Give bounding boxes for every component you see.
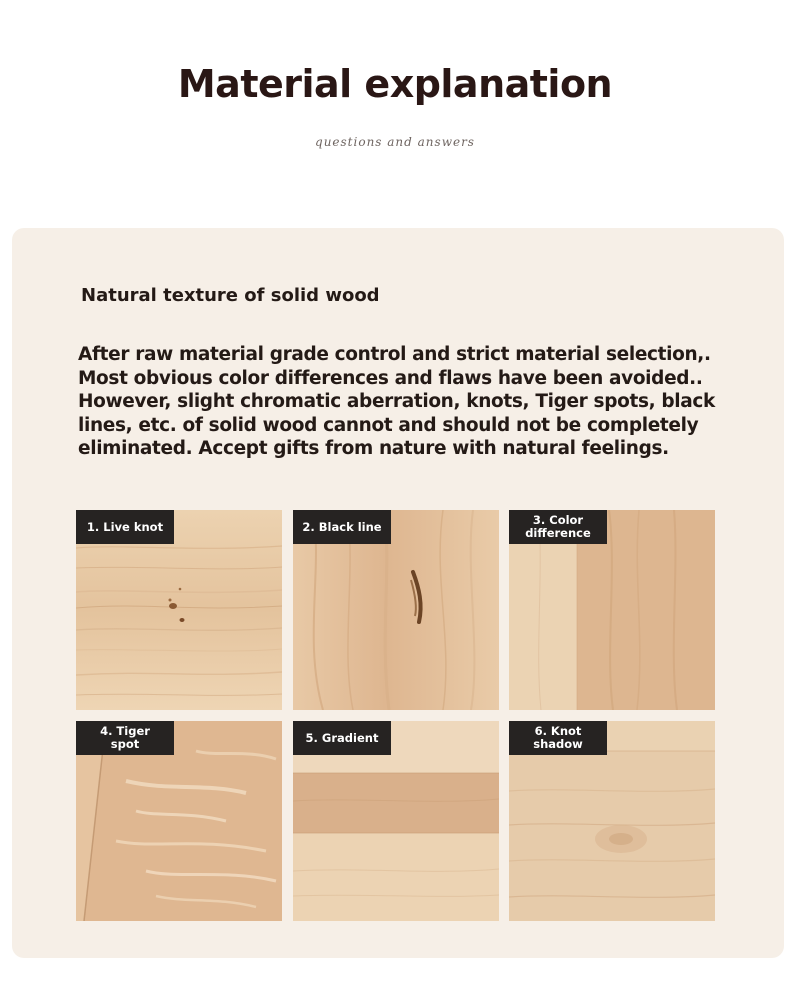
sample-label: 2. Black line <box>293 510 391 544</box>
sample-label: 5. Gradient <box>293 721 391 755</box>
page-subtitle: questions and answers <box>315 135 475 149</box>
sample-label: 3. Color difference <box>509 510 607 544</box>
sample-label: 4. Tiger spot <box>76 721 174 755</box>
sample-tile-black-line <box>293 510 499 710</box>
sample-label: 1. Live knot <box>76 510 174 544</box>
sample-tile-gradient <box>293 721 499 921</box>
section-heading: Natural texture of solid wood <box>81 285 380 306</box>
sample-tile-knot-shadow <box>509 721 715 921</box>
section-body: After raw material grade control and strict material selection,. Most obvious color differences and flaws have been avoided.. However, slight chromatic aberration, knots, Tiger spots, black lines, etc. of solid wood cannot and should not be completely eliminated. Accept gifts from nature with natural feelings. <box>78 344 715 460</box>
sample-tile-color-difference <box>509 510 715 710</box>
sample-label: 6. Knot shadow <box>509 721 607 755</box>
sample-tile-live-knot <box>76 510 282 710</box>
sample-tile-tiger-spot <box>76 721 282 921</box>
page-title: Material explanation <box>177 62 613 106</box>
